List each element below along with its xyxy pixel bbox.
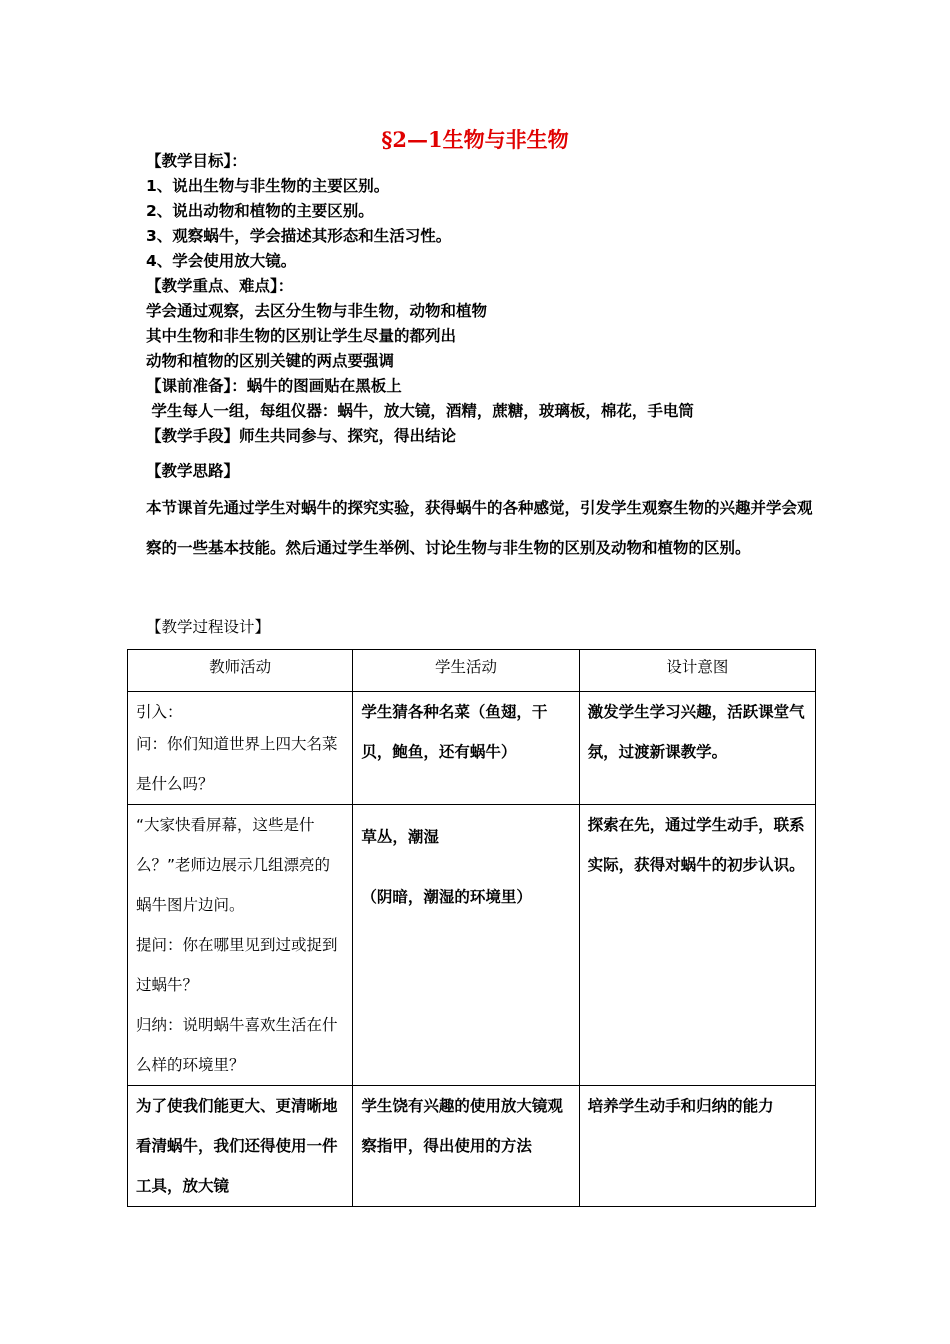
table-row bbox=[128, 692, 816, 805]
objective-item: 1、说出生物与非生物的主要区别。 bbox=[146, 177, 390, 195]
objective-item: 4、学会使用放大镜。 bbox=[146, 252, 297, 270]
cell-text: 探索在先，通过学生动手，联系实际，获得对蜗牛的初步认识。 bbox=[587, 816, 805, 874]
cell-text: 激发学生学习兴趣，活跃课堂气氛，过渡新课教学。 bbox=[587, 703, 805, 761]
table-header: 学生活动 bbox=[353, 650, 579, 692]
table-row bbox=[128, 805, 816, 1086]
key-point-item: 其中生物和非生物的区别让学生尽量的都列出 bbox=[146, 327, 457, 345]
student-activity-cell bbox=[353, 805, 579, 1086]
key-point-item: 动物和植物的区别关键的两点要强调 bbox=[146, 352, 395, 370]
cell-text: 提问：你在哪里见到过或捉到过蜗牛？ bbox=[136, 936, 338, 994]
key-point-item: 学会通过观察，去区分生物与非生物，动物和植物 bbox=[146, 302, 488, 320]
cell-text: 学生猜各种名菜（鱼翅，干贝，鲍鱼，还有蜗牛） bbox=[361, 703, 548, 761]
objective-item: 3、观察蜗牛，学会描述其形态和生活习性。 bbox=[146, 227, 452, 245]
teacher-activity-cell bbox=[128, 805, 353, 1086]
student-activity-cell bbox=[353, 1086, 579, 1207]
table-header: 设计意图 bbox=[579, 650, 815, 692]
cell-text: 草丛，潮湿 bbox=[361, 828, 439, 846]
cell-text: 问：你们知道世界上四大名菜是什么吗？ bbox=[136, 735, 338, 793]
process-table bbox=[127, 649, 816, 1207]
approach-text: 本节课首先通过学生对蜗牛的探究实验，获得蜗牛的各种感觉，引发学生观察生物的兴趣并学会观察的一些基本技能。然后通过学生举例、讨论生物与非生物的区别及动物和植物的区别。 bbox=[146, 499, 813, 557]
cell-text: （阴暗，潮湿的环境里） bbox=[361, 888, 532, 906]
cell-text: 学生饶有兴趣的使用放大镜观察指甲，得出使用的方法 bbox=[361, 1097, 563, 1155]
cell-text: 归纳：说明蜗牛喜欢生活在什么样的环境里？ bbox=[136, 1016, 338, 1074]
process-heading: 【教学过程设计】 bbox=[146, 618, 271, 636]
preparation: 【课前准备】：蜗牛的图画贴在黑板上 bbox=[146, 377, 402, 395]
design-intent-cell bbox=[579, 805, 815, 1086]
cell-text: 培养学生动手和归纳的能力 bbox=[587, 1097, 774, 1115]
cell-text: 为了使我们能更大、更清晰地看清蜗牛，我们还得使用一件工具，放大镜 bbox=[136, 1097, 338, 1195]
page-title: §2—1生物与非生物 bbox=[381, 127, 569, 152]
cell-text: “大家快看屏幕，这些是什么？”老师边展示几组漂亮的蜗牛图片边问。 bbox=[136, 816, 331, 914]
table-row bbox=[128, 1086, 816, 1207]
objectives-heading: 【教学目标】： bbox=[146, 152, 247, 170]
cell-text: 引入： bbox=[136, 703, 183, 721]
approach-heading: 【教学思路】 bbox=[146, 462, 240, 480]
preparation-detail: 学生每人一组，每组仪器：蜗牛，放大镜，酒精，蔗糖，玻璃板，棉花，手电筒 bbox=[146, 402, 694, 420]
design-intent-cell bbox=[579, 1086, 815, 1207]
design-intent-cell bbox=[579, 692, 815, 805]
key-points-heading: 【教学重点、难点】： bbox=[146, 277, 294, 295]
table-header: 教师活动 bbox=[128, 650, 353, 692]
student-activity-cell bbox=[353, 692, 579, 805]
teacher-activity-cell bbox=[128, 1086, 353, 1207]
teaching-means: 【教学手段】师生共同参与、探究，得出结论 bbox=[146, 427, 457, 445]
objective-item: 2、说出动物和植物的主要区别。 bbox=[146, 202, 374, 220]
teacher-activity-cell bbox=[128, 692, 353, 805]
table-header-row bbox=[128, 650, 816, 692]
